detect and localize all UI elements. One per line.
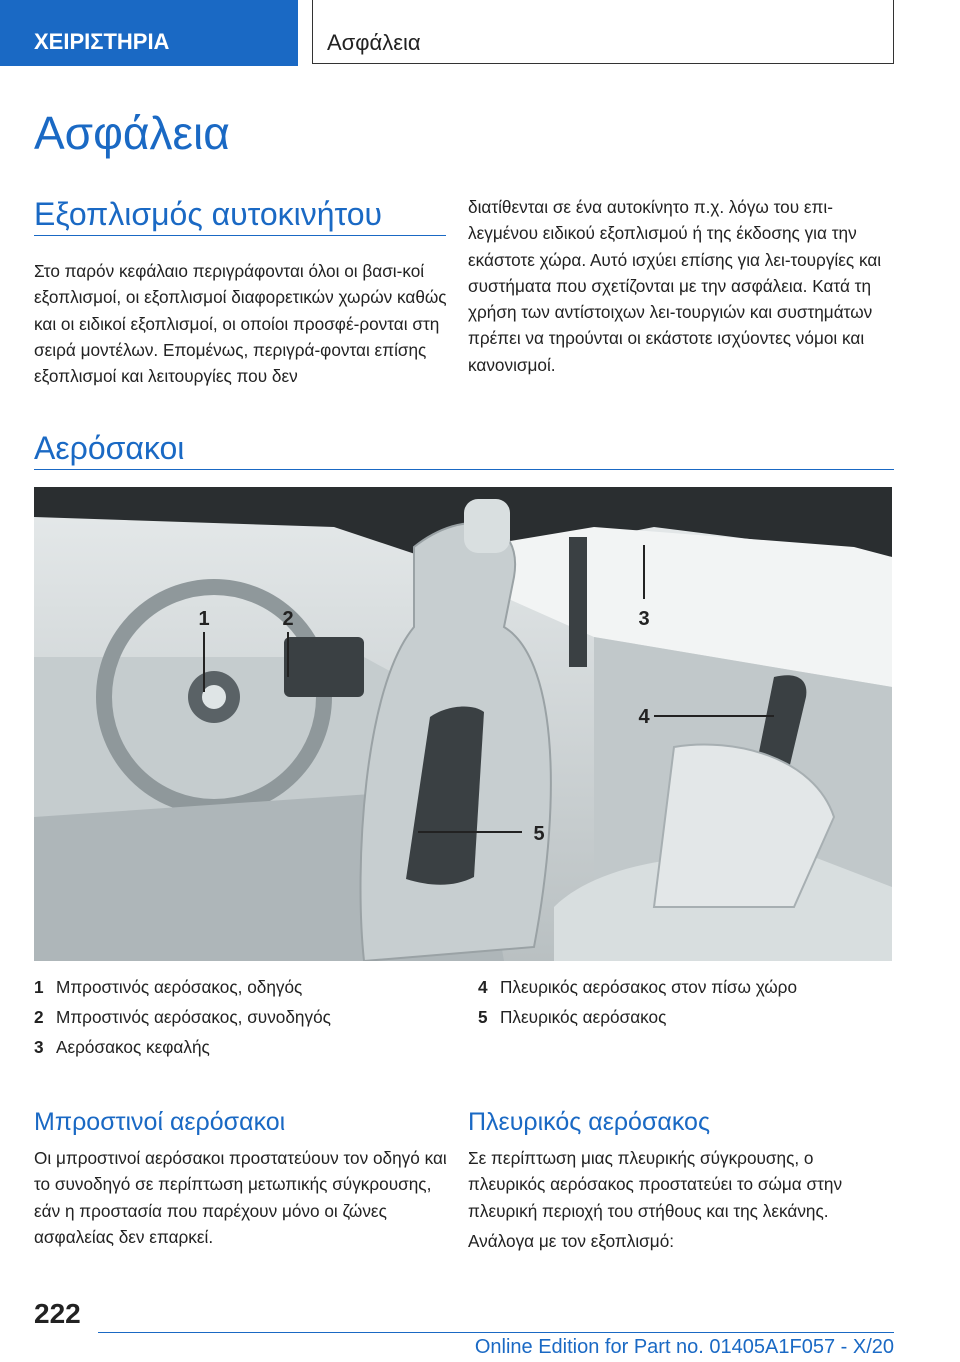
footer-edition: Online Edition for Part no. 01405A1F057 - X/20	[474, 1336, 894, 1358]
front-airbags-text: Οι μπροστινοί αερόσακοι προστατεύουν τον οδηγό και το συνοδηγό σε περίπτωση μετωπικής σύγκρουσης, εάν η προστασία που παρέχουν μόνο οι ζώνες ασφαλείας δεν επαρκεί.	[34, 1148, 447, 1247]
callout-5: 5	[533, 823, 545, 845]
equipment-text-right: διατίθενται σε ένα αυτοκίνητο π.χ. λόγω του επι-λεγμένου ειδικού εξοπλισμού ή της έκδοσης για την εκάστοτε χώρα. Αυτό ισχύει επίσης για λει-τουργίες και συστήματα που σχετίζονται με την ασφάλεια. Κατά τη χρήση των αντίστοιχων λει-τουργιών και συστημάτων πρέπει να τηρούνται οι εκάστοτε ισχύοντες νόμοι και κανονισμοί.	[468, 197, 882, 375]
side-airbag-text-2: Ανάλογα με τον εξοπλισμό:	[468, 1231, 675, 1251]
page-number: 222	[34, 1298, 81, 1329]
legend-number: 2	[34, 1007, 44, 1027]
callout-2: 2	[282, 608, 294, 630]
legend-item	[478, 972, 894, 1002]
car-interior-illustration	[34, 487, 892, 961]
section-tab: Ασφάλεια	[312, 0, 894, 64]
legend-number: 5	[478, 1007, 488, 1027]
callout-1: 1	[198, 608, 210, 630]
callout-3: 3	[638, 608, 650, 630]
legend-number: 3	[34, 1037, 44, 1057]
page-title: Ασφάλεια	[34, 107, 230, 159]
legend-text: Μπροστινός αερόσακος, συνοδηγός	[56, 1007, 331, 1027]
legend-item	[34, 972, 448, 1002]
legend-item	[34, 1002, 448, 1032]
airbags-heading: Αερόσακοι	[34, 430, 185, 466]
chapter-tab: ΧΕΙΡΙΣΤΗΡΙΑ	[0, 0, 298, 66]
footer-rule	[98, 1332, 894, 1333]
side-airbag-heading: Πλευρικός αερόσακος	[468, 1108, 710, 1136]
side-airbag-text: Σε περίπτωση μιας πλευρικής σύγκρουσης, ο πλευρικός αερόσακος προστατεύει το σώμα στην πλευρική περιοχή του στήθους και της λεκάνης.	[468, 1148, 843, 1221]
legend-text: Πλευρικός αερόσακος	[500, 1007, 667, 1027]
legend-number: 1	[34, 977, 44, 997]
airbag-legend-left	[34, 972, 448, 1062]
equipment-text-left: Στο παρόν κεφάλαιο περιγράφονται όλοι οι βασι-κοί εξοπλισμοί, οι εξοπλισμοί διαφορετικών χωρών καθώς και οι ειδικοί εξοπλισμοί, οι οποίοι προσφέ-ρονται στη σειρά μοντέλων. Επομένως, περιγρά-φονται επίσης εξοπλισμοί και λειτουργίες που δεν	[34, 261, 447, 387]
airbag-legend-right	[478, 972, 894, 1032]
legend-item	[478, 1002, 894, 1032]
airbags-rule	[34, 469, 894, 470]
equipment-heading: Εξοπλισμός αυτοκινήτου	[34, 196, 383, 232]
front-airbags-heading: Μπροστινοί αερόσακοι	[34, 1108, 286, 1136]
legend-text: Πλευρικός αερόσακος στον πίσω χώρο	[500, 977, 798, 997]
legend-number: 4	[478, 977, 488, 997]
legend-text: Αερόσακος κεφαλής	[56, 1037, 210, 1057]
legend-item	[34, 1032, 448, 1062]
callout-4: 4	[638, 706, 650, 728]
equipment-rule	[34, 235, 446, 236]
car-interior-image	[34, 487, 892, 961]
legend-text: Μπροστινός αερόσακος, οδηγός	[56, 977, 303, 997]
